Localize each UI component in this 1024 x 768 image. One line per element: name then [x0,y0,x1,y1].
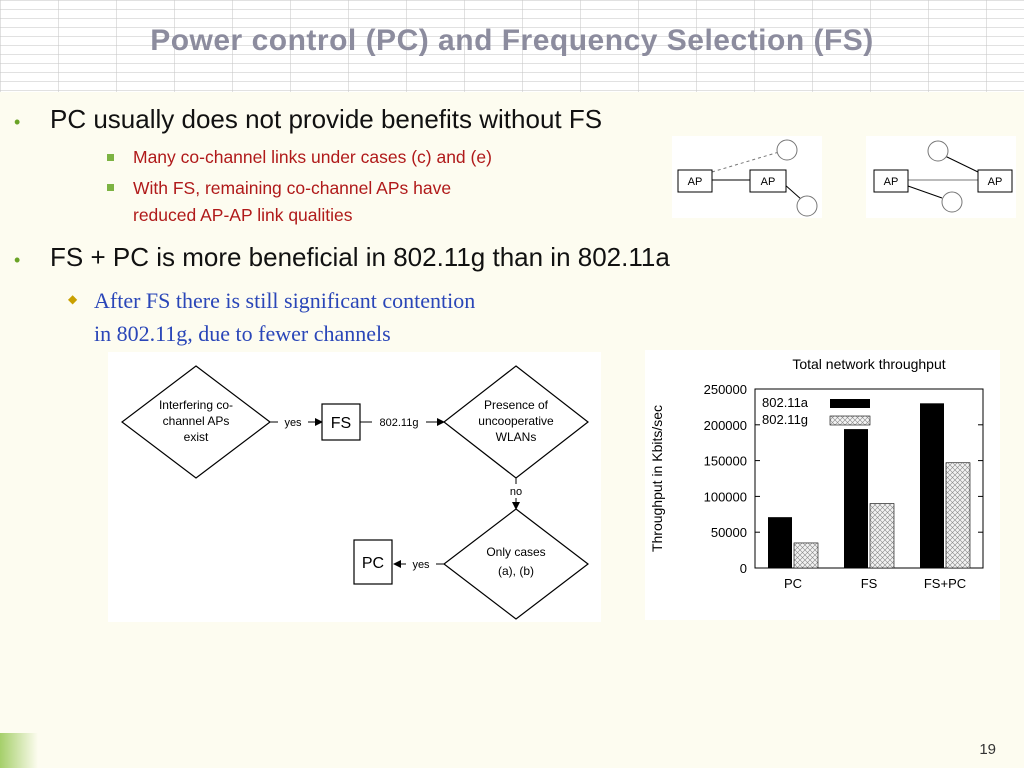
bullet-2-text: FS + PC is more beneficial in 802.11g than in 802.11a [50,242,670,272]
fs-label: FS [330,415,352,432]
no-label: no [509,486,523,498]
y-tick-label: 0 [739,561,747,576]
client-node [797,196,817,216]
ap-label: AP [987,176,1003,188]
sub-bullet-marker [107,184,114,191]
y-tick-label: 100000 [703,489,747,505]
client-link [945,156,978,172]
sub-bullet-1b-cont: reduced AP-AP link qualities [133,205,353,225]
x-tick-label: FS+PC [923,576,967,591]
only-line-2: (a), (b) [498,564,534,578]
decorative-leaf [0,733,38,768]
legend-swatch [830,399,870,408]
interfering-line-1: Interfering co- [158,398,234,412]
client-node [942,192,962,212]
pc-label: PC [361,555,385,572]
interfering-line-3: exist [183,430,209,444]
slide-title: Power control (PC) and Frequency Selection (FS) [150,24,874,57]
topology-figure-2 [866,136,1016,218]
sub-bullet-2a-cont: in 802.11g, due to fewer channels [94,321,391,346]
presence-line-2: uncooperative [478,414,554,428]
y-tick-label: 250000 [703,382,747,397]
ap-label: AP [687,176,703,188]
x-tick-label: FS [860,576,878,591]
client-link [784,184,802,200]
legend-label: 802.11g [762,412,809,427]
presence-line-1: Presence of [483,398,549,412]
chart-title: Total network throughput [792,356,946,372]
legend-swatch [830,416,870,425]
sub-bullet-1b: With FS, remaining co-channel APs have [133,178,452,198]
y-axis-label: Throughput in Kbits/sec [649,404,665,553]
topology-figure-1 [672,136,822,218]
client-node [928,141,948,161]
sub-bullet-2a: After FS there is still significant contention [94,288,476,313]
x-tick-label: PC [783,576,803,591]
bar-802-11g-fs [870,504,894,568]
bullet-1-text: PC usually does not provide benefits without FS [50,104,603,134]
throughput-chart [645,350,1000,620]
y-tick-label: 200000 [703,417,747,433]
band-label: 802.11g [379,417,419,429]
presence-line-3: WLANs [495,430,537,444]
legend-label: 802.11a [762,395,809,410]
bullet-marker: • [14,112,21,132]
client-link [908,186,942,198]
sub-bullet-1a: Many co-channel links under cases (c) and (e) [133,147,492,167]
bar-802-11a-fs-pc [920,403,944,568]
bar-802-11g-pc [794,543,818,568]
chart-svg [645,350,1000,620]
flowchart [108,352,601,622]
only-line-1: Only cases [486,545,546,559]
yes-label: yes [412,559,430,571]
bar-802-11a-pc [768,517,792,568]
bullet-marker: • [14,250,21,270]
slide-header [0,0,1024,92]
bar-802-11g-fs-pc [946,463,970,568]
sub-bullet-marker: ◆ [68,292,78,306]
client-node [777,140,797,160]
sub-bullet-marker [107,154,114,161]
ap-label: AP [883,176,899,188]
interfering-line-2: channel APs [162,414,230,428]
interference-link [712,152,779,172]
y-tick-label: 150000 [703,453,747,469]
y-tick-label: 50000 [710,525,747,541]
bar-802-11a-fs [844,429,868,568]
ap-label: AP [760,176,776,188]
yes-label: yes [284,417,302,429]
page-number: 19 [979,741,996,758]
